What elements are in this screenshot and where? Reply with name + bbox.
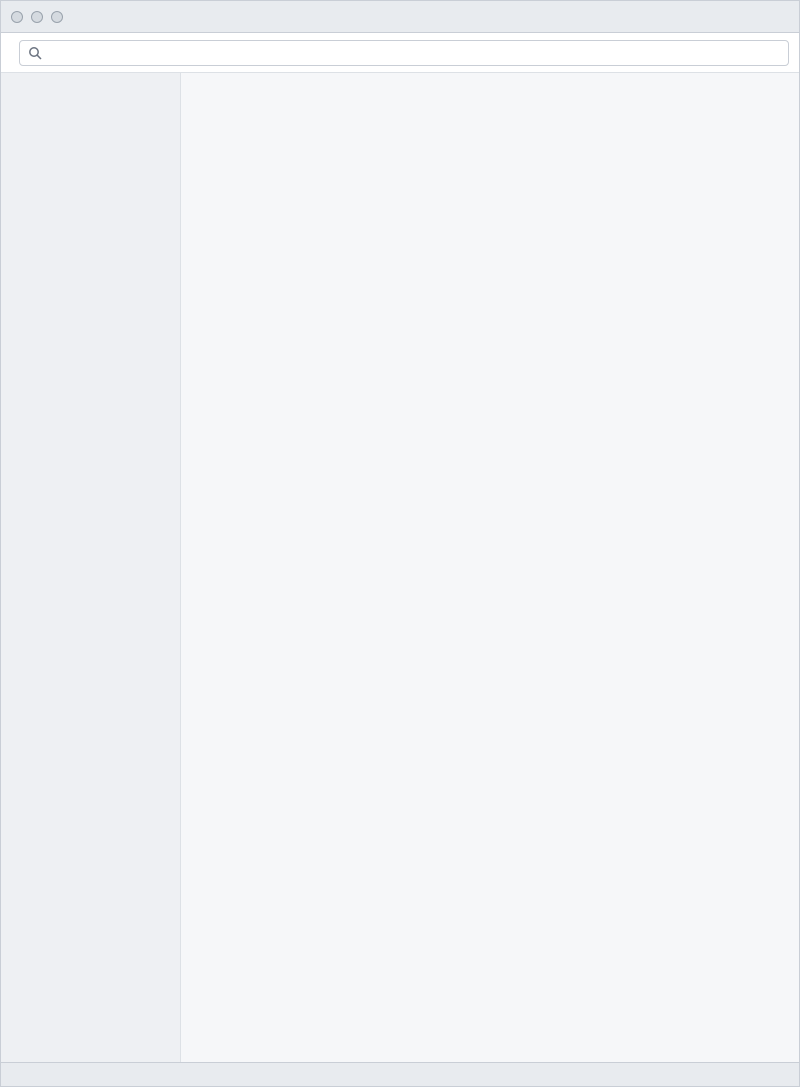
search-box[interactable] <box>19 40 789 66</box>
search-input[interactable] <box>48 45 780 60</box>
sidebar <box>1 73 181 1062</box>
search-icon <box>28 46 42 60</box>
status-bar <box>1 1062 799 1086</box>
main-panel <box>181 73 799 1062</box>
toolbar <box>1 33 799 73</box>
close-window-button[interactable] <box>11 11 23 23</box>
title-bar <box>1 1 799 33</box>
content-area <box>1 73 799 1062</box>
minimize-window-button[interactable] <box>31 11 43 23</box>
maximize-window-button[interactable] <box>51 11 63 23</box>
